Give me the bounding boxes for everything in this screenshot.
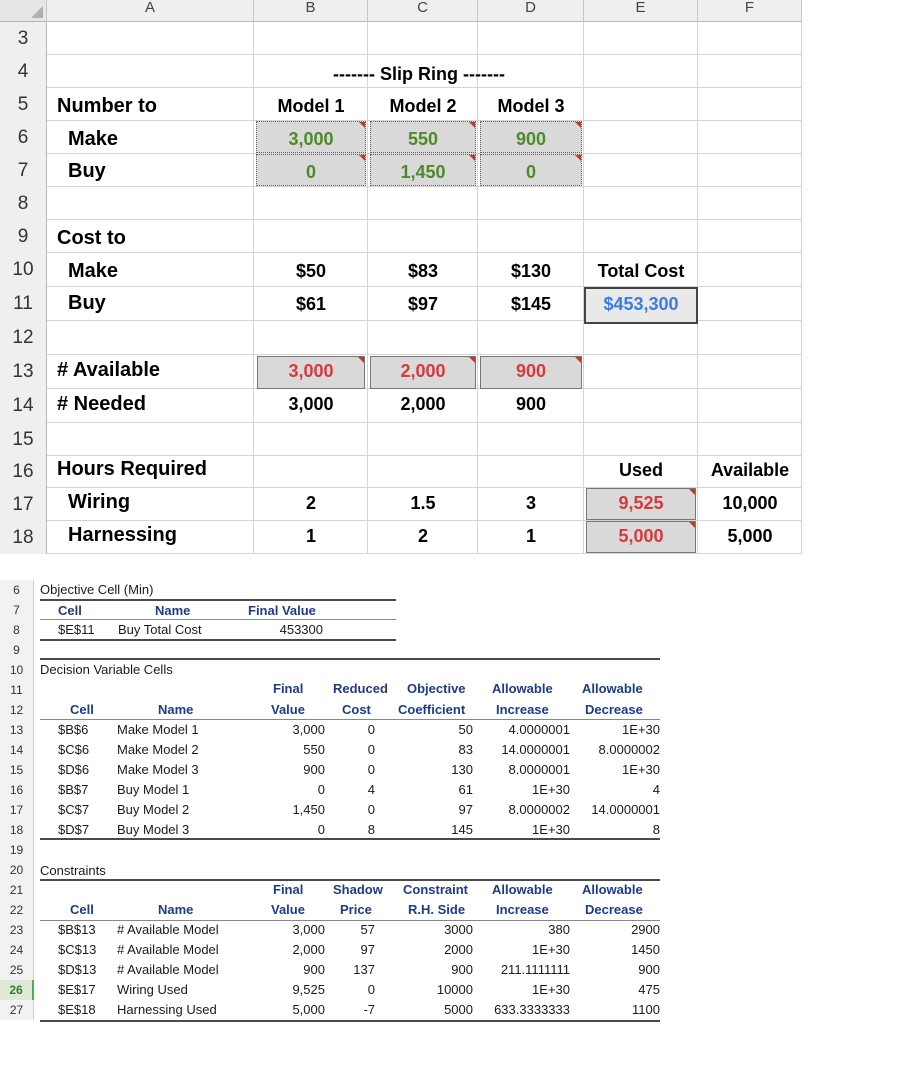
constraint-cell: 900 bbox=[638, 962, 660, 977]
cost-make-model2: $83 bbox=[407, 261, 439, 281]
constraint-cell: 380 bbox=[548, 922, 570, 937]
row-header-5[interactable]: 5 bbox=[0, 88, 47, 121]
obj-row-value: 453300 bbox=[279, 622, 323, 637]
cost-buy-model2: $97 bbox=[407, 294, 439, 314]
row-header-13[interactable]: 13 bbox=[0, 355, 47, 389]
dec-h-coefficient: Coefficient bbox=[398, 702, 466, 717]
column-header-f[interactable]: F bbox=[698, 0, 802, 22]
constraint-cell: 1E+30 bbox=[532, 982, 570, 997]
available-model2: 2,000 bbox=[400, 361, 446, 381]
decision-cell: 550 bbox=[303, 742, 325, 757]
dec-h-name: Name bbox=[158, 702, 194, 717]
decision-cell: 14.0000001 bbox=[501, 742, 570, 757]
column-header-b[interactable]: B bbox=[254, 0, 368, 22]
obj-header-final-value: Final Value bbox=[248, 603, 316, 618]
report-row-number-11[interactable]: 11 bbox=[0, 680, 34, 700]
decision-cell: 1E+30 bbox=[622, 762, 660, 777]
needed-model2: 2,000 bbox=[400, 394, 446, 414]
dec-h-top-allow-dec: Allowable bbox=[582, 681, 643, 696]
constraint-cell: $E$18 bbox=[58, 1002, 96, 1017]
constraint-cell: 475 bbox=[638, 982, 660, 997]
con-h-cell: Cell bbox=[70, 902, 94, 917]
decision-cell: 0 bbox=[367, 762, 375, 777]
cost-make-label: Make bbox=[68, 260, 119, 282]
constraint-cell: 2900 bbox=[631, 922, 660, 937]
buy-model1-value: 0 bbox=[305, 162, 316, 182]
wiring-model3: 3 bbox=[525, 493, 536, 513]
constraint-cell: # Available Model bbox=[117, 962, 219, 977]
used-header: Used bbox=[618, 460, 663, 480]
report-row-number-26[interactable]: 26 bbox=[0, 980, 34, 1000]
decision-cell: Buy Model 1 bbox=[117, 782, 190, 797]
gridline-row bbox=[47, 87, 802, 88]
select-all-corner[interactable] bbox=[0, 0, 47, 22]
decision-cell: 0 bbox=[317, 822, 325, 837]
make-model2-value: 550 bbox=[407, 129, 439, 149]
constraint-cell: 3000 bbox=[444, 922, 473, 937]
decision-cell: 1E+30 bbox=[532, 822, 570, 837]
decision-cell: 0 bbox=[317, 782, 325, 797]
con-h-increase: Increase bbox=[496, 902, 549, 917]
constraint-cell: Wiring Used bbox=[117, 982, 188, 997]
constraints-header-rule bbox=[40, 920, 660, 921]
gridline-row bbox=[47, 252, 802, 253]
con-h-name: Name bbox=[158, 902, 194, 917]
con-h-top-allow-dec: Allowable bbox=[582, 882, 643, 897]
harnessing-used: 5,000 bbox=[618, 526, 664, 546]
report-row-number-8[interactable]: 8 bbox=[0, 620, 34, 640]
report-row-number-25[interactable]: 25 bbox=[0, 960, 34, 980]
cost-to-label: Cost to bbox=[57, 227, 126, 249]
needed-label: # Needed bbox=[57, 393, 146, 415]
decision-cell: 83 bbox=[458, 742, 473, 757]
decision-cell: Buy Model 2 bbox=[117, 802, 190, 817]
model3-header: Model 3 bbox=[497, 96, 565, 116]
objective-title: Objective Cell (Min) bbox=[40, 582, 154, 597]
obj-header-name: Name bbox=[155, 603, 191, 618]
con-h-top-allow-inc: Allowable bbox=[492, 882, 553, 897]
needed-model1: 3,000 bbox=[288, 394, 334, 414]
con-h-top-final: Final bbox=[273, 882, 304, 897]
report-row-number-19[interactable]: 19 bbox=[0, 840, 34, 860]
constraint-cell: 1E+30 bbox=[532, 942, 570, 957]
hours-required-label: Hours Required bbox=[57, 458, 208, 480]
report-row-number-27[interactable]: 27 bbox=[0, 1000, 34, 1020]
decision-cell: Make Model 2 bbox=[117, 742, 199, 757]
objective-header-rule bbox=[40, 619, 396, 620]
decision-bottom-rule bbox=[40, 838, 660, 840]
buy-model3-value: 0 bbox=[525, 162, 536, 182]
available-model3: 900 bbox=[515, 361, 547, 381]
column-header-a[interactable]: A bbox=[47, 0, 254, 22]
make-label: Make bbox=[68, 128, 119, 150]
decision-cell: $D$6 bbox=[58, 762, 90, 777]
decision-cell: 0 bbox=[367, 742, 375, 757]
cost-buy-label: Buy bbox=[68, 292, 106, 314]
gridline-row bbox=[47, 422, 802, 423]
report-row-number-14[interactable]: 14 bbox=[0, 740, 34, 760]
total-cost-value: $453,300 bbox=[603, 294, 679, 314]
constraint-cell: 2,000 bbox=[292, 942, 325, 957]
decision-cell: 1E+30 bbox=[532, 782, 570, 797]
constraint-cell: $C$13 bbox=[58, 942, 97, 957]
con-h-rhs: R.H. Side bbox=[408, 902, 466, 917]
row-header-11[interactable]: 11 bbox=[0, 287, 47, 321]
row-header-8[interactable]: 8 bbox=[0, 187, 47, 220]
constraint-cell: 900 bbox=[451, 962, 473, 977]
dec-h-decrease: Decrease bbox=[585, 702, 643, 717]
decision-cell: $C$7 bbox=[58, 802, 90, 817]
sensitivity-report bbox=[0, 580, 900, 1080]
constraint-cell: 1450 bbox=[631, 942, 660, 957]
make-model3-value: 900 bbox=[515, 129, 547, 149]
dec-h-cost: Cost bbox=[342, 702, 371, 717]
dec-h-top-final: Final bbox=[273, 681, 304, 696]
report-row-number-9[interactable]: 9 bbox=[0, 640, 34, 660]
constraint-cell: 211.1111111 bbox=[500, 962, 570, 977]
buy-model2-value: 1,450 bbox=[400, 162, 446, 182]
slip-ring-header: ------- Slip Ring ------- bbox=[333, 64, 505, 84]
objective-bottom-rule bbox=[40, 639, 396, 641]
row-header-4[interactable]: 4 bbox=[0, 55, 47, 88]
decision-top-rule bbox=[40, 658, 660, 660]
dec-h-cell: Cell bbox=[70, 702, 94, 717]
constraint-cell: 9,525 bbox=[292, 982, 325, 997]
total-cost-label: Total Cost bbox=[597, 261, 685, 281]
constraint-cell: 5000 bbox=[444, 1002, 473, 1017]
con-h-value: Value bbox=[271, 902, 305, 917]
report-row-number-16[interactable]: 16 bbox=[0, 780, 34, 800]
decision-cell: 61 bbox=[458, 782, 473, 797]
con-h-price: Price bbox=[340, 902, 372, 917]
decision-title: Decision Variable Cells bbox=[40, 662, 173, 677]
decision-cell: 4 bbox=[367, 782, 375, 797]
obj-row-cell: $E$11 bbox=[58, 622, 95, 637]
report-row-number-15[interactable]: 15 bbox=[0, 760, 34, 780]
decision-cell: 8.0000002 bbox=[598, 742, 660, 757]
constraints-bottom-rule bbox=[40, 1020, 660, 1022]
row-header-17[interactable]: 17 bbox=[0, 488, 47, 521]
report-row-number-24[interactable]: 24 bbox=[0, 940, 34, 960]
wiring-used: 9,525 bbox=[618, 493, 664, 513]
report-row-number-17[interactable]: 17 bbox=[0, 800, 34, 820]
cost-buy-model1: $61 bbox=[295, 294, 327, 314]
constraint-cell: 57 bbox=[360, 922, 375, 937]
row-header-12[interactable]: 12 bbox=[0, 321, 47, 355]
con-h-top-shadow: Shadow bbox=[333, 882, 383, 897]
constraint-cell: 97 bbox=[360, 942, 375, 957]
row-header-3[interactable]: 3 bbox=[0, 22, 47, 55]
decision-cell: 4 bbox=[652, 782, 660, 797]
needed-model3: 900 bbox=[515, 394, 547, 414]
obj-header-cell: Cell bbox=[58, 603, 82, 618]
con-h-decrease: Decrease bbox=[585, 902, 643, 917]
harnessing-available: 5,000 bbox=[727, 526, 773, 546]
harnessing-model1: 1 bbox=[305, 526, 316, 546]
gridline-row bbox=[47, 54, 802, 55]
wiring-model2: 1.5 bbox=[410, 493, 436, 513]
report-row-number-18[interactable]: 18 bbox=[0, 820, 34, 840]
model1-header: Model 1 bbox=[277, 96, 345, 116]
constraint-cell: 10000 bbox=[436, 982, 473, 997]
constraint-cell: -7 bbox=[363, 1002, 375, 1017]
constraints-top-rule bbox=[40, 879, 660, 881]
gridline-row bbox=[47, 455, 802, 456]
report-row-number-10[interactable]: 10 bbox=[0, 660, 34, 680]
report-row-number-7[interactable]: 7 bbox=[0, 600, 34, 620]
available-col-header: Available bbox=[710, 460, 790, 480]
dec-h-top-allow-inc: Allowable bbox=[492, 681, 553, 696]
harnessing-label: Harnessing bbox=[68, 524, 177, 546]
decision-cell: $B$7 bbox=[58, 782, 89, 797]
decision-cell: 1E+30 bbox=[622, 722, 660, 737]
cost-buy-model3: $145 bbox=[510, 294, 552, 314]
decision-cell: 50 bbox=[458, 722, 473, 737]
wiring-label: Wiring bbox=[68, 491, 131, 513]
obj-row-name: Buy Total Cost bbox=[118, 622, 202, 637]
report-row-number-23[interactable]: 23 bbox=[0, 920, 34, 940]
constraint-cell: 2000 bbox=[444, 942, 473, 957]
con-h-top-constraint: Constraint bbox=[403, 882, 468, 897]
gridline-row bbox=[47, 354, 802, 355]
decision-cell: $D$7 bbox=[58, 822, 90, 837]
available-label: # Available bbox=[57, 359, 161, 381]
row-header-16[interactable]: 16 bbox=[0, 456, 47, 488]
gridline-row bbox=[47, 219, 802, 220]
report-row-number-20[interactable]: 20 bbox=[0, 860, 34, 880]
harnessing-model2: 2 bbox=[417, 526, 428, 546]
dec-h-top-objective: Objective bbox=[407, 681, 466, 696]
constraint-cell: 900 bbox=[303, 962, 325, 977]
constraint-cell: 1100 bbox=[632, 1002, 660, 1017]
row-header-6[interactable]: 6 bbox=[0, 121, 47, 154]
wiring-model1: 2 bbox=[305, 493, 316, 513]
objective-top-rule bbox=[40, 599, 396, 601]
decision-cell: $B$6 bbox=[58, 722, 89, 737]
decision-cell: 145 bbox=[451, 822, 473, 837]
decision-cell: 97 bbox=[458, 802, 473, 817]
model2-header: Model 2 bbox=[389, 96, 457, 116]
decision-cell: 4.0000001 bbox=[508, 722, 570, 737]
decision-cell: 130 bbox=[451, 762, 473, 777]
decision-cell: $C$6 bbox=[58, 742, 90, 757]
row-header-18[interactable]: 18 bbox=[0, 521, 47, 554]
cost-make-model3: $130 bbox=[510, 261, 552, 281]
decision-header-rule bbox=[40, 719, 660, 720]
decision-cell: Make Model 1 bbox=[117, 722, 199, 737]
constraints-title: Constraints bbox=[40, 863, 106, 878]
decision-cell: Buy Model 3 bbox=[117, 822, 190, 837]
report-row-number-13[interactable]: 13 bbox=[0, 720, 34, 740]
constraint-cell: $D$13 bbox=[58, 962, 97, 977]
constraint-cell: 633.3333333 bbox=[494, 1002, 570, 1017]
decision-cell: 14.0000001 bbox=[591, 802, 660, 817]
row-header-9[interactable]: 9 bbox=[0, 220, 47, 253]
decision-cell: 8 bbox=[652, 822, 660, 837]
decision-cell: Make Model 3 bbox=[117, 762, 199, 777]
decision-cell: 900 bbox=[303, 762, 325, 777]
constraint-cell: # Available Model bbox=[117, 922, 219, 937]
column-header-d[interactable]: D bbox=[478, 0, 584, 22]
column-header-c[interactable]: C bbox=[368, 0, 478, 22]
row-header-10[interactable]: 10 bbox=[0, 253, 47, 287]
row-header-14[interactable]: 14 bbox=[0, 389, 47, 423]
wiring-available: 10,000 bbox=[722, 493, 778, 513]
decision-cell: 8.0000001 bbox=[508, 762, 570, 777]
available-model1: 3,000 bbox=[288, 361, 334, 381]
constraint-cell: Harnessing Used bbox=[117, 1002, 217, 1017]
cost-make-model1: $50 bbox=[295, 261, 327, 281]
decision-cell: 3,000 bbox=[292, 722, 325, 737]
decision-cell: 0 bbox=[367, 802, 375, 817]
dec-h-value: Value bbox=[271, 702, 305, 717]
dec-h-top-reduced: Reduced bbox=[333, 681, 388, 696]
report-row-number-6[interactable]: 6 bbox=[0, 580, 34, 600]
row-header-15[interactable]: 15 bbox=[0, 423, 47, 456]
constraint-cell: 5,000 bbox=[292, 1002, 325, 1017]
dec-h-increase: Increase bbox=[496, 702, 549, 717]
make-model1-value: 3,000 bbox=[288, 129, 334, 149]
number-to-label: Number to bbox=[57, 95, 157, 117]
buy-label: Buy bbox=[68, 160, 106, 182]
constraint-cell: 137 bbox=[353, 962, 375, 977]
decision-cell: 1,450 bbox=[292, 802, 325, 817]
decision-cell: 8 bbox=[367, 822, 375, 837]
constraint-cell: 0 bbox=[367, 982, 375, 997]
decision-cell: 8.0000002 bbox=[508, 802, 570, 817]
constraint-cell: # Available Model bbox=[117, 942, 219, 957]
report-row-number-12[interactable]: 12 bbox=[0, 700, 34, 720]
harnessing-model3: 1 bbox=[525, 526, 536, 546]
gridline-row bbox=[47, 186, 802, 187]
row-header-7[interactable]: 7 bbox=[0, 154, 47, 187]
decision-cell: 0 bbox=[367, 722, 375, 737]
constraint-cell: $E$17 bbox=[58, 982, 96, 997]
gridline-row bbox=[47, 553, 802, 554]
constraint-cell: 3,000 bbox=[292, 922, 325, 937]
report-row-number-22[interactable]: 22 bbox=[0, 900, 34, 920]
report-row-number-21[interactable]: 21 bbox=[0, 880, 34, 900]
constraint-cell: $B$13 bbox=[58, 922, 96, 937]
column-header-e[interactable]: E bbox=[584, 0, 698, 22]
